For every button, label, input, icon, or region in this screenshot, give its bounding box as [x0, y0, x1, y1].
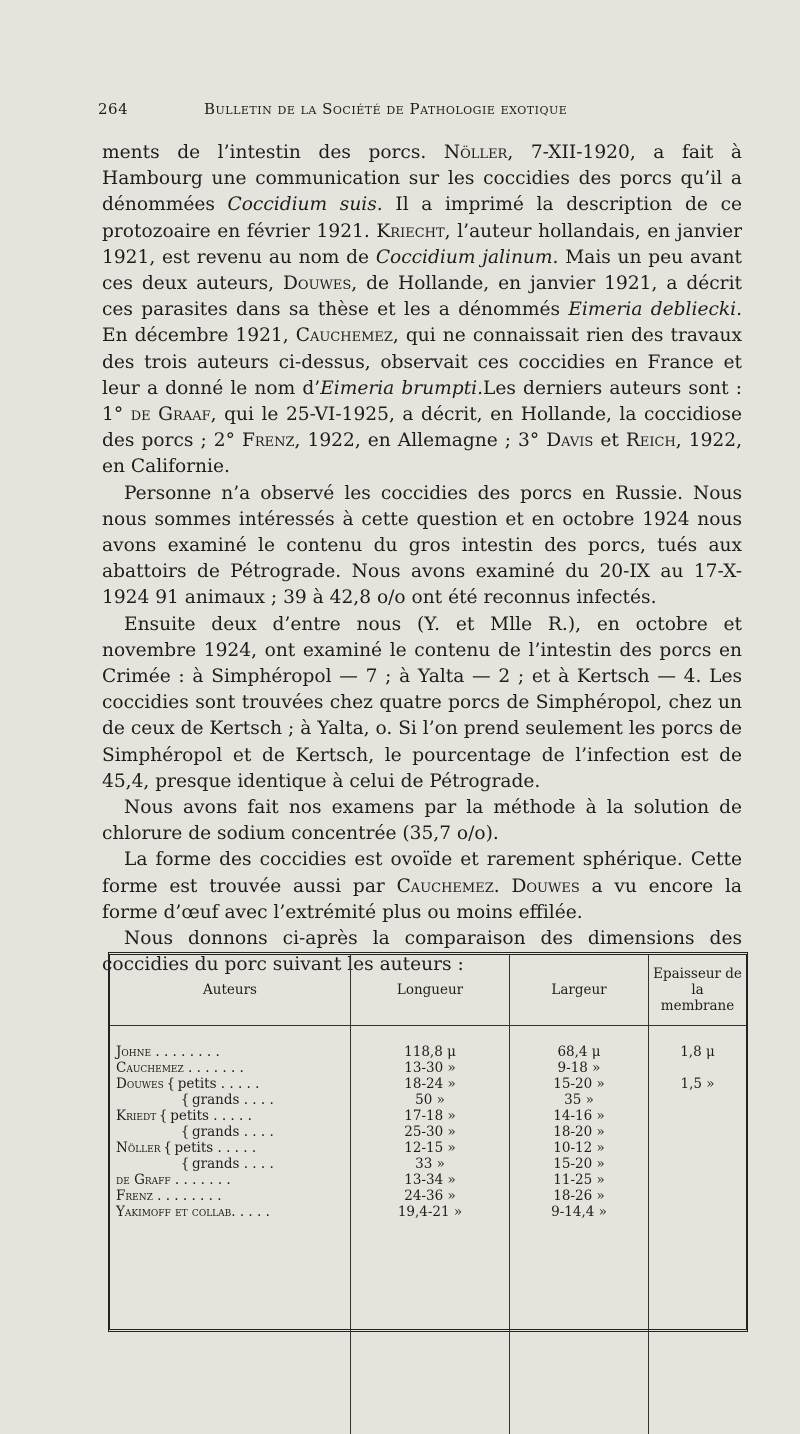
table-row — [110, 1092, 746, 1108]
cell-largeur: 9-14,4 » — [510, 1204, 649, 1434]
author-subgroup: grands . . . . — [192, 1124, 274, 1140]
author-label: Yakimoff et collab. . . . . — [116, 1204, 270, 1220]
author-name: de Graaf — [130, 404, 211, 426]
text-run: , 1922, en Allemagne ; 3° — [294, 430, 547, 452]
italic-text: Coccidium suis. — [227, 194, 383, 216]
cell-author — [110, 1076, 351, 1092]
journal-title: Bulletin de la Société de Pathologie exotique — [204, 100, 568, 118]
cell-largeur: 9-18 » — [510, 1060, 649, 1076]
cell-largeur: 15-20 » — [510, 1076, 649, 1092]
paragraph — [102, 612, 742, 795]
cell-author — [110, 1044, 351, 1060]
author-subgroup: grands . . . . — [192, 1092, 274, 1108]
text-run: Les derniers auteurs sont : 1° — [102, 377, 742, 426]
author-subgroup: petits . . . . . — [174, 1140, 257, 1156]
cell-author — [110, 1140, 351, 1156]
cell-longueur: 50 » — [351, 1092, 510, 1108]
cell-author — [110, 1188, 351, 1204]
table-row — [110, 1108, 746, 1124]
paragraph — [102, 140, 742, 481]
italic-text: Eimeria deblіecki. — [568, 299, 742, 321]
text-run: Personne n’a observé les coccidies des porcs en Russie. Nous nous sommes intéressés à cette question et en octobre 1924 nous avons examiné le contenu du gros intestin des porcs, tués aux abattoirs de Pétrograde. Nous avons examiné du 20-IX au 17-X-1924 91 animaux ; 39 à 42,8 o/o ont été reconnus infectés. — [102, 482, 742, 609]
cell-longueur: 19,4-21 » — [351, 1204, 510, 1434]
text-run: En décembre 1921, — [102, 325, 296, 347]
brace-glyph: { — [163, 1140, 172, 1156]
author-subgroup: petits . . . . . — [177, 1076, 260, 1092]
table-row — [110, 1204, 746, 1434]
table-row — [110, 1076, 746, 1092]
text-run: , qui ne connaissait rien des travaux des trois auteurs ci-dessus, observait ces coccidies en France et leur a donné le nom d’ — [102, 325, 742, 399]
cell-largeur: 15-20 » — [510, 1156, 649, 1172]
author-label: de Graff . . . . . . . — [116, 1172, 231, 1188]
body-text — [102, 140, 742, 979]
table-row — [110, 1060, 746, 1076]
author-name: Cauchemez — [396, 875, 494, 897]
italic-text: Eimeria brumpti. — [320, 377, 484, 399]
cell-author — [110, 1172, 351, 1188]
cell-author — [110, 1108, 351, 1124]
cell-epaisseur — [649, 1124, 747, 1140]
cell-largeur: 14-16 » — [510, 1108, 649, 1124]
brace-glyph: { — [180, 1156, 190, 1172]
table-row — [110, 1124, 746, 1140]
cell-epaisseur — [649, 1172, 747, 1188]
table-row — [110, 1044, 746, 1060]
cell-longueur: 13-30 » — [351, 1060, 510, 1076]
brace-glyph: { — [180, 1092, 190, 1108]
cell-longueur: 13-34 » — [351, 1172, 510, 1188]
cell-epaisseur — [649, 1108, 747, 1124]
cell-longueur: 24-36 » — [351, 1188, 510, 1204]
paragraph — [102, 481, 742, 612]
cell-longueur: 118,8 μ — [351, 1044, 510, 1060]
cell-largeur: 10-12 » — [510, 1140, 649, 1156]
cell-largeur: 68,4 μ — [510, 1044, 649, 1060]
brace-glyph: { — [180, 1124, 190, 1140]
brace-glyph: { — [166, 1076, 176, 1092]
author-label: Douwes — [116, 1076, 164, 1092]
italic-text: Coccidium jalinum. — [375, 246, 559, 268]
table-row — [110, 1172, 746, 1188]
text-run: Mais un peu avant ces deux auteurs, — [102, 246, 742, 295]
cell-largeur: 18-26 » — [510, 1188, 649, 1204]
text-run: a vu encore la forme d’œuf avec l’extrémité plus ou moins effilée. — [102, 875, 742, 923]
author-label: Cauchemez . . . . . . . — [116, 1060, 244, 1076]
author-name: Nöller — [443, 142, 508, 163]
table-row — [110, 1140, 746, 1156]
text-run: , l’auteur hollandais, en janvier 1921, est revenu au nom de — [102, 220, 742, 268]
cell-longueur: 17-18 » — [351, 1108, 510, 1124]
author-name: Davis — [546, 430, 594, 452]
author-name: Douwes — [511, 875, 580, 897]
page-number: 264 — [98, 100, 129, 118]
paragraph — [102, 847, 742, 926]
text-run: , qui le 25-VI-1925, a décrit, en Hollande, la coccidiose des porcs ; 2° — [102, 404, 742, 452]
cell-author — [110, 1124, 351, 1140]
author-label: Frenz . . . . . . . . — [116, 1188, 222, 1204]
cell-author — [110, 1060, 351, 1076]
cell-author — [110, 1204, 351, 1434]
author-name: Kriecht — [376, 220, 445, 242]
col-header-epaisseur: Epaisseur de la membrane — [649, 955, 747, 1026]
cell-author — [110, 1156, 351, 1172]
author-name: Douwes — [283, 273, 352, 295]
table-header-row — [110, 955, 746, 1026]
author-name: Reich — [625, 430, 676, 452]
cell-epaisseur — [649, 1092, 747, 1108]
table-row — [110, 1188, 746, 1204]
author-label: Johne . . . . . . . . — [116, 1044, 220, 1060]
cell-epaisseur: 1,8 μ — [680, 1044, 715, 1060]
cell-epaisseur — [649, 1140, 747, 1156]
text-run: Il a imprimé la description de ce protozoaire en février 1921. — [102, 194, 742, 242]
cell-epaisseur — [649, 1060, 747, 1076]
col-header-auteurs: Auteurs — [110, 955, 351, 1026]
text-run: . — [493, 875, 512, 897]
cell-largeur: 35 » — [510, 1092, 649, 1108]
cell-largeur: 11-25 » — [510, 1172, 649, 1188]
cell-longueur: 33 » — [351, 1156, 510, 1172]
text-run: Nous donnons ci-après la comparaison des dimensions des coccidies du porc suivant les auteurs : — [102, 928, 742, 976]
cell-epaisseur — [649, 1156, 747, 1172]
col-header-largeur: Largeur — [510, 955, 649, 1026]
paragraph — [102, 795, 742, 847]
author-name: Cauchemez — [295, 325, 393, 347]
text-run: et — [593, 430, 626, 452]
author-label: Kriedt — [116, 1108, 157, 1124]
text-run: La forme des coccidies est ovoïde et rarement sphérique. Cette forme est trouvée aussi par — [102, 849, 742, 897]
text-run: , de Hollande, en janvier 1921, a décrit ces parasites dans sa thèse et les a dénommés — [102, 273, 742, 321]
text-run: ments de l’intestin des porcs. — [102, 142, 444, 163]
author-label: Nöller — [116, 1140, 161, 1156]
table-row — [110, 1156, 746, 1172]
cell-longueur: 25-30 » — [351, 1124, 510, 1140]
text-run: , 7-XII-1920, a fait à Hambourg une communication sur les coccidies des porcs qu’il a dénommées — [102, 142, 742, 216]
brace-glyph: { — [158, 1108, 168, 1124]
author-subgroup: petits . . . . . — [170, 1108, 252, 1124]
cell-epaisseur — [649, 1204, 747, 1434]
cell-longueur: 12-15 » — [351, 1140, 510, 1156]
cell-largeur: 18-20 » — [510, 1124, 649, 1140]
author-name: Frenz — [241, 430, 295, 452]
text-run: Nous avons fait nos examens par la méthode à la solution de chlorure de sodium concentrée (35,7 o/o). — [102, 797, 742, 845]
cell-longueur: 18-24 » — [351, 1076, 510, 1092]
col-header-longueur: Longueur — [351, 955, 510, 1026]
text-run: Ensuite deux d’entre nous (Y. et Mlle R.), en octobre et novembre 1924, ont examiné le contenu de l’intestin des porcs en Crimée : à Simphéropol — 7 ; à Yalta — 2 ; et à Kertsch — 4. Les coccidies sont trouvées chez quatre porcs de Simphéropol, chez un de ceux de Kertsch ; à Yalta, o. Si l’on prend seulement les porcs de Simphéropol et de Kertsch, le pourcentage de l’infection est de 45,4, presque identique à celui de Pétrograde. — [102, 613, 742, 792]
author-subgroup: grands . . . . — [192, 1156, 274, 1172]
dimensions-table — [108, 952, 748, 1332]
cell-epaisseur: 1,5 » — [680, 1076, 715, 1092]
cell-epaisseur — [649, 1188, 747, 1204]
cell-author — [110, 1092, 351, 1108]
text-run: , 1922, en Californie. — [102, 430, 742, 478]
